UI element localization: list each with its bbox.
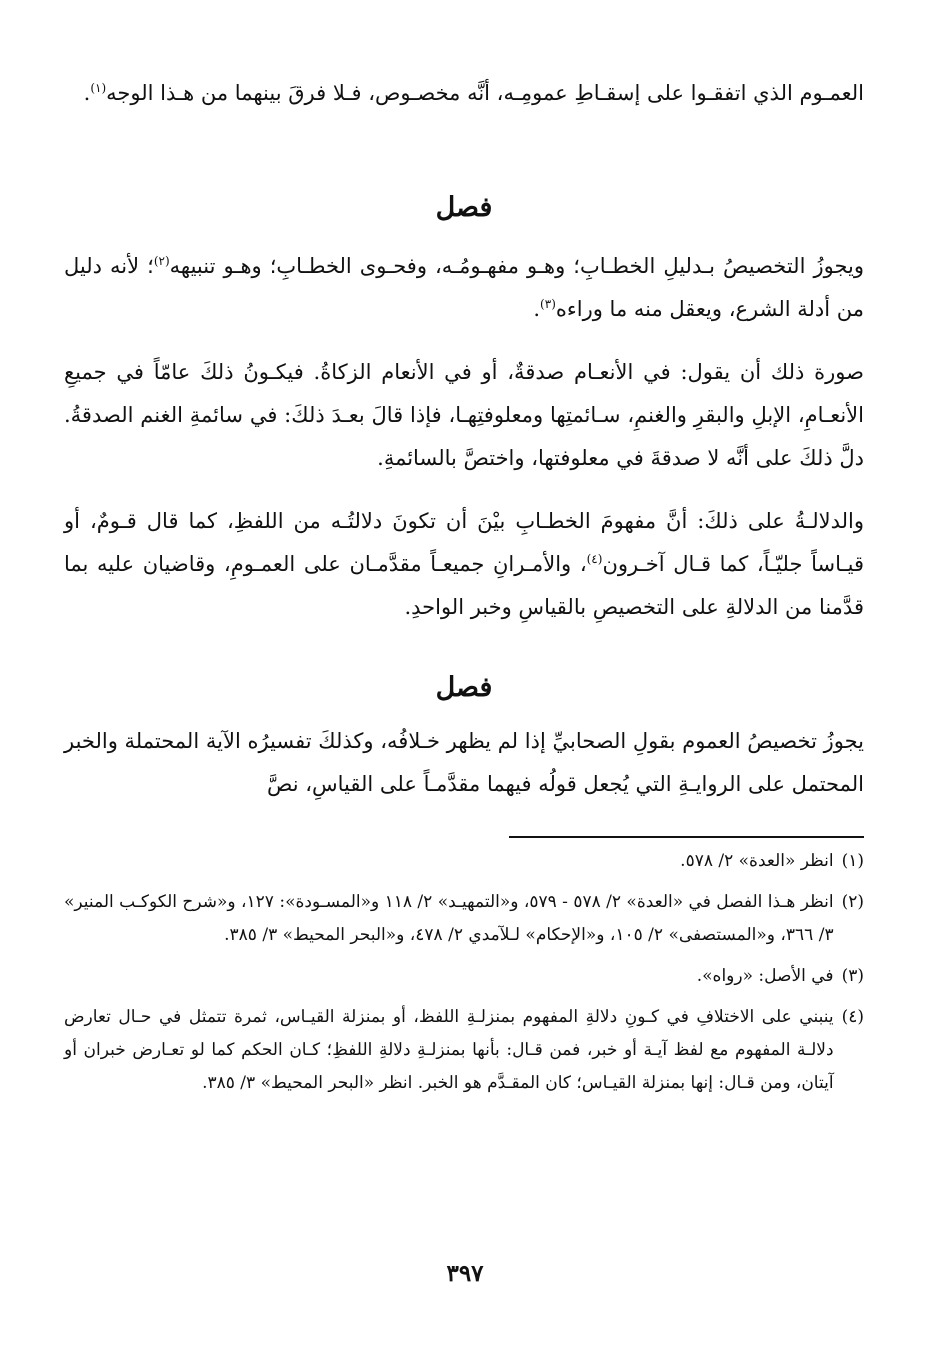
footnote: [64, 886, 864, 952]
footnote-text: ينبني على الاختلافِ في كـونِ دلالةِ المفهوم بمنزلـةِ اللفظ، أو بمنزلة القيـاس، ثمرة تتمثل في حـال تعارض دلالـة المفهوم مع لفظ آيـة أو خبر، فمن قـال: بأنها بمنزلـةِ دلالةِ اللفظِ؛ كـان الحكم كما لو تعـارض خبران أو آيتان، ومن قـال: إنها بمنزلة القيـاس؛ كان المقـدَّم هو الخبر. انظر «البحر المحيط» ٣/ ٣٨٥.: [64, 1007, 834, 1093]
section-heading: فصل: [435, 672, 493, 703]
footnote-text: انظر هـذا الفصل في «العدة» ٢/ ٥٧٨ - ٥٧٩، و«التمهيـد» ٢/ ١١٨ و«المسـودة»: ١٢٧، و«شرح الكوكـب المنير» ٣/ ٣٦٦، و«المستصفى» ٢/ ١٠٥، و«الإحكام» لـلآمدي ٢/ ٤٧٨، و«البحر المحيط» ٣/ ٣٨٥.: [64, 892, 834, 945]
footnote-text: في الأصل: «رواه».: [696, 966, 834, 986]
paragraph-text: العمـوم الذي اتفقـوا على إسقـاطِ عمومِـه، أنَّه مخصـوص، فـلا فرقَ بينهما من هـذا الوجه: [106, 81, 864, 105]
footnote: [64, 960, 864, 993]
paragraph: صورة ذلك أن يقول: في الأنعـام صدقةٌ، أو في الأنعام الزكاةُ. فيكـونُ ذلكَ عامّاً في جميعِ الأنعـامِ، الإبلِ والبقرِ والغنمِ، سـائمتِها ومعلوفتِهـا، فإذا قالَ بعـدَ ذلكَ: في سائمةِ الغنم الصدقةُ. دلَّ ذلكَ على أنَّه لا صدقةَ في معلوفتها، واختصَّ بالسائمةِ.: [64, 360, 864, 470]
footnote-reference: (٢): [153, 254, 170, 268]
continuation-paragraph: العمـوم الذي اتفقـوا على إسقـاطِ عمومِـه، أنَّه مخصـوص، فـلا فرقَ بينهما من هـذا الوجه$^{(١)}$.: [83, 81, 864, 105]
footnote-reference: (٣): [540, 297, 556, 311]
footnote: [64, 1001, 864, 1100]
footnote-number: (٣): [841, 966, 864, 986]
paragraph: والدلالـةُ على ذلكَ: أنَّ مفهومَ الخطـابِ بيْنَ أن تكونَ دلالتُـه من اللفظِ، كما قال قـومٌ، أو قيـاساً جليّـاً، كما قـال آخـرون$^{(٤)}$، والأمـرانِ جميعـاً مقدَّمـان على العمـومِ، وقاضيان عليه بما قدَّمنا من الدلالةِ على التخصيصِ بالقياسِ وخبر الواحدِ.: [64, 509, 864, 619]
footnote-number: (١): [841, 851, 864, 871]
footnote-reference: (١): [90, 81, 107, 95]
paragraph: ويجوزُ التخصيصُ بـدليلِ الخطـابِ؛ وهـو مفهـومُـه، وفحـوى الخطـابِ؛ وهـو تنبيهه$^{(٢)}$؛ لأنه دليل من أدلة الشرع، ويعقل منه ما وراءه$^{(٣)}$.: [64, 254, 864, 321]
section-heading: فصل: [435, 192, 493, 223]
section-1-body: [64, 245, 864, 629]
section-2-body: [64, 720, 864, 806]
footnote: [64, 845, 864, 878]
paragraph: يجوزُ تخصيصُ العموم بقولِ الصحابيِّ إذا لم يظهر خـلافُه، وكذلكَ تفسيرُه الآية المحتملة والخبر المحتمل على الروايـةِ التي يُجعل قولُه فيهما مقدَّمـاً على القياسِ، نصَّ: [64, 729, 864, 796]
footnote-text: انظر «العدة» ٢/ ٥٧٨.: [680, 851, 834, 871]
footnote-number: (٤): [841, 1007, 864, 1027]
top-paragraph: [64, 72, 864, 115]
footnote-separator: [509, 836, 864, 838]
page-number: ٣٩٧: [446, 1260, 484, 1287]
footnote-reference: (٤): [586, 552, 603, 566]
footnote-number: (٢): [841, 892, 864, 912]
footnotes: [64, 845, 864, 1108]
